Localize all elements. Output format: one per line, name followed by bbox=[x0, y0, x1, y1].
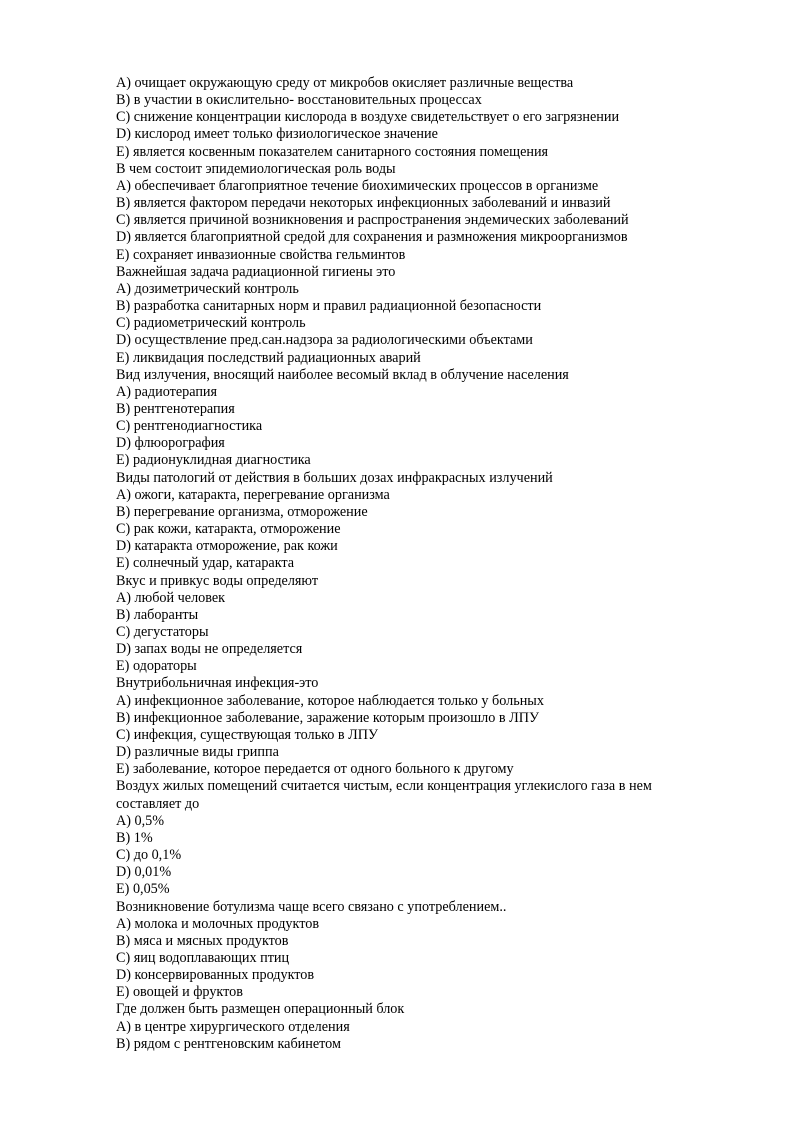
answer-option: B) в участии в окислительно- восстановительных процессах bbox=[116, 92, 482, 109]
answer-option: D) кислород имеет только физиологическое значение bbox=[116, 126, 438, 143]
answer-option: E) солнечный удар, катаракта bbox=[116, 555, 295, 572]
answer-option: A) инфекционное заболевание, которое наблюдается только у больных bbox=[116, 692, 544, 709]
answer-option: A) очищает окружающую среду от микробов окисляет различные вещества bbox=[116, 75, 574, 91]
answer-option: C) дегустаторы bbox=[116, 624, 209, 640]
question-text: Внутрибольничная инфекция-это bbox=[116, 675, 319, 692]
answer-option: C) инфекция, существующая только в ЛПУ bbox=[116, 726, 379, 743]
document-page bbox=[116, 75, 686, 1053]
question-text: Воздух жилых помещений считается чистым, если концентрация углекислого газа в нем bbox=[116, 778, 652, 795]
answer-option: C) радиометрический контроль bbox=[116, 315, 306, 332]
answer-option: C) до 0,1% bbox=[116, 847, 182, 864]
question-text: Вид излучения, вносящий наиболее весомый вклад в облучение населения bbox=[116, 366, 569, 383]
answer-option: C) снижение концентрации кислорода в воздухе свидетельствует о его загрязнении bbox=[116, 109, 620, 126]
answer-option: D) катаракта отморожение, рак кожи bbox=[116, 538, 338, 555]
answer-option: B) перегревание организма, отморожение bbox=[116, 503, 368, 520]
question-text: Где должен быть размещен операционный блок bbox=[116, 1001, 405, 1018]
answer-option: A) радиотерапия bbox=[116, 383, 218, 400]
answer-option: E) является косвенным показателем санитарного состояния помещения bbox=[116, 143, 549, 160]
answer-option: B) разработка санитарных норм и правил радиационной безопасности bbox=[116, 298, 542, 315]
answer-option: B) рядом с рентгеновским кабинетом bbox=[116, 1035, 341, 1052]
answer-option: D) 0,01% bbox=[116, 864, 172, 881]
answer-option: C) рентгенодиагностика bbox=[116, 418, 263, 435]
answer-option: C) рак кожи, катаракта, отморожение bbox=[116, 521, 341, 538]
answer-option: A) 0,5% bbox=[116, 812, 165, 829]
question-text: Возникновение ботулизма чаще всего связано с употреблением.. bbox=[116, 898, 507, 915]
answer-option: E) 0,05% bbox=[116, 881, 170, 898]
question-text: В чем состоит эпидемиологическая роль воды bbox=[116, 160, 396, 177]
answer-option: B) рентгенотерапия bbox=[116, 400, 235, 417]
answer-option: A) любой человек bbox=[116, 589, 226, 606]
answer-option: D) флюорография bbox=[116, 435, 225, 452]
answer-option: E) одораторы bbox=[116, 658, 197, 675]
answer-option: E) ликвидация последствий радиационных аварий bbox=[116, 349, 421, 366]
question-text: составляет до bbox=[116, 795, 200, 812]
answer-option: B) лаборанты bbox=[116, 606, 199, 623]
answer-option: C) является причиной возникновения и распространения эндемических заболеваний bbox=[116, 212, 629, 229]
answer-option: A) в центре хирургического отделения bbox=[116, 1018, 350, 1035]
answer-option: D) является благоприятной средой для сохранения и размножения микроорганизмов bbox=[116, 229, 628, 246]
answer-option: D) запах воды не определяется bbox=[116, 641, 303, 658]
answer-option: B) мяса и мясных продуктов bbox=[116, 932, 289, 949]
question-text: Виды патологий от действия в больших дозах инфракрасных излучений bbox=[116, 469, 553, 486]
answer-option: A) молока и молочных продуктов bbox=[116, 915, 320, 932]
answer-option: B) 1% bbox=[116, 829, 153, 846]
answer-option: D) различные виды гриппа bbox=[116, 744, 279, 761]
answer-option: A) обеспечивает благоприятное течение биохимических процессов в организме bbox=[116, 177, 599, 194]
answer-option: A) дозиметрический контроль bbox=[116, 280, 299, 297]
answer-option: E) сохраняет инвазионные свойства гельминтов bbox=[116, 246, 406, 263]
answer-option: D) консервированных продуктов bbox=[116, 967, 315, 984]
answer-option: C) яиц водоплавающих птиц bbox=[116, 949, 290, 966]
answer-option: A) ожоги, катаракта, перегревание организма bbox=[116, 486, 390, 503]
answer-option: E) овощей и фруктов bbox=[116, 984, 243, 1001]
answer-option: B) инфекционное заболевание, заражение которым произошло в ЛПУ bbox=[116, 709, 540, 726]
question-text: Важнейшая задача радиационной гигиены это bbox=[116, 263, 396, 280]
question-text: Вкус и привкус воды определяют bbox=[116, 572, 319, 589]
answer-option: E) заболевание, которое передается от одного больного к другому bbox=[116, 761, 514, 778]
answer-option: D) осуществление пред.сан.надзора за радиологическими объектами bbox=[116, 332, 533, 349]
answer-option: E) радионуклидная диагностика bbox=[116, 452, 311, 469]
answer-option: B) является фактором передачи некоторых инфекционных заболеваний и инвазий bbox=[116, 195, 611, 212]
